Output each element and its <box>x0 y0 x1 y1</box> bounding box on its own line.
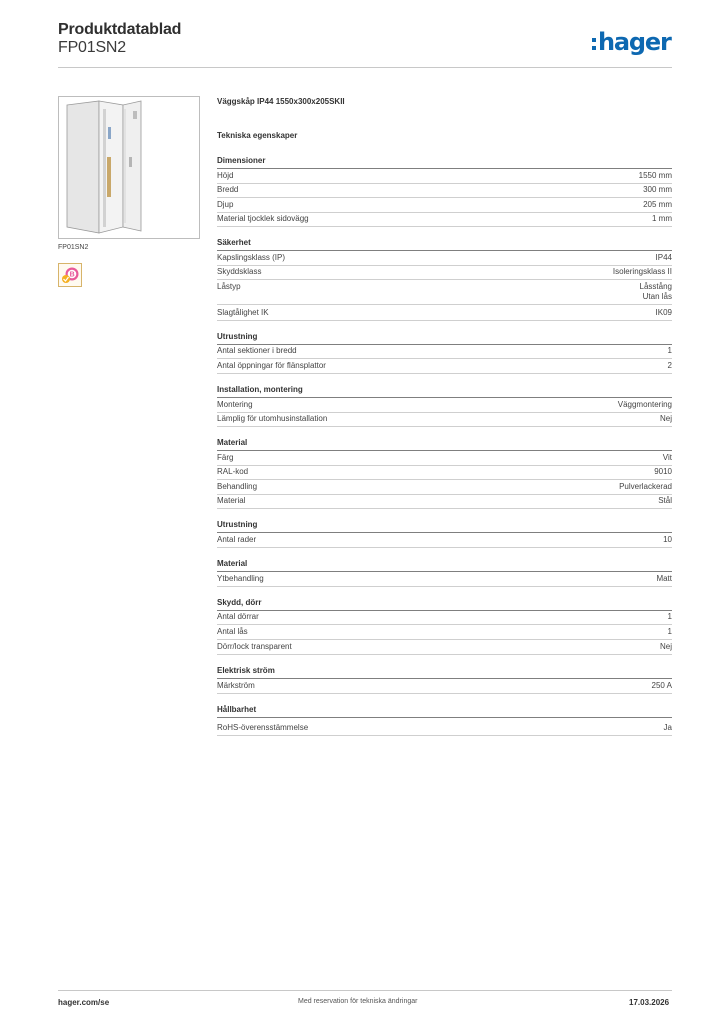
spec-label: Slagtålighet IK <box>217 308 269 317</box>
spec-label: Antal sektioner i bredd <box>217 346 297 355</box>
section-title: Utrustning <box>217 520 672 529</box>
spec-label: Antal lås <box>217 627 248 636</box>
eco-badge-icon <box>58 263 82 287</box>
section-title: Dimensioner <box>217 156 672 165</box>
spec-value: 1 <box>667 346 672 355</box>
spec-row <box>217 574 672 584</box>
spec-label: Märkström <box>217 681 255 690</box>
footer-website-link[interactable]: hager.com/se <box>58 998 110 1007</box>
spec-value: Ja <box>663 723 672 732</box>
logo-dots-icon <box>592 38 596 50</box>
spec-value: IK09 <box>655 308 672 317</box>
footer-date: 17.03.2026 <box>629 998 670 1007</box>
spec-label: Dörr/lock transparent <box>217 642 292 651</box>
spec-row <box>217 253 672 263</box>
section-title: Utrustning <box>217 332 672 341</box>
logo-text: hager <box>598 28 671 56</box>
spec-row <box>217 282 672 302</box>
header-divider <box>58 67 672 68</box>
section-title: Installation, montering <box>217 385 672 394</box>
spec-row <box>217 612 672 622</box>
product-image <box>58 96 200 239</box>
section-title: Säkerhet <box>217 238 672 247</box>
spec-label: Skyddsklass <box>217 267 262 276</box>
section-title: Material <box>217 559 672 568</box>
spec-value: 1 <box>667 612 672 621</box>
product-name: Väggskåp IP44 1550x300x205SKII <box>217 97 345 106</box>
spec-row <box>217 681 672 691</box>
svg-text:B: B <box>69 271 75 279</box>
spec-value: 1 mm <box>652 214 672 223</box>
spec-row <box>217 346 672 356</box>
spec-label: Ytbehandling <box>217 574 264 583</box>
spec-value: Vit <box>662 453 672 462</box>
section-title: Material <box>217 438 672 447</box>
section-title: Elektrisk ström <box>217 666 672 675</box>
spec-row <box>217 308 672 318</box>
spec-value: 250 A <box>651 681 672 690</box>
spec-value: IP44 <box>655 253 672 262</box>
spec-label: Behandling <box>217 482 258 491</box>
spec-label: Djup <box>217 200 234 209</box>
spec-label: Antal rader <box>217 535 257 544</box>
spec-row <box>217 400 672 410</box>
spec-value: Låsstång Utan lås <box>639 282 672 301</box>
product-code: FP01SN2 <box>58 39 126 56</box>
spec-row <box>217 414 672 424</box>
hager-logo[interactable] <box>592 28 671 56</box>
spec-label: Antal dörrar <box>217 612 259 621</box>
spec-value: Nej <box>659 414 672 423</box>
section-title: Skydd, dörr <box>217 598 672 607</box>
spec-label: RoHS-överensstämmelse <box>217 723 309 732</box>
spec-value: Isoleringsklass II <box>612 267 672 276</box>
cabinet-illustration <box>59 97 199 238</box>
spec-value: 300 mm <box>643 185 672 194</box>
spec-row <box>217 453 672 463</box>
spec-value: 1550 mm <box>638 171 672 180</box>
spec-row <box>217 267 672 277</box>
spec-label: Bredd <box>217 185 239 194</box>
spec-value: Nej <box>659 642 672 651</box>
spec-heading: Tekniska egenskaper <box>217 131 298 140</box>
spec-row <box>217 467 672 477</box>
spec-label: Antal öppningar för flänsplattor <box>217 361 326 370</box>
spec-value: 2 <box>667 361 672 370</box>
section-title: Hållbarhet <box>217 705 672 714</box>
spec-row <box>217 496 672 506</box>
spec-row <box>217 214 672 224</box>
spec-label: Material <box>217 496 246 505</box>
spec-row <box>217 482 672 492</box>
footer-divider <box>58 990 672 991</box>
spec-row <box>217 535 672 545</box>
spec-value: 205 mm <box>643 200 672 209</box>
spec-value: Stål <box>658 496 672 505</box>
spec-label: Färg <box>217 453 234 462</box>
spec-label: Kapslingsklass (IP) <box>217 253 286 262</box>
spec-label: Lämplig för utomhusinstallation <box>217 414 328 423</box>
footer-disclaimer: Med reservation för tekniska ändringar <box>298 998 418 1005</box>
spec-label: Material tjocklek sidovägg <box>217 214 309 223</box>
spec-value: 10 <box>663 535 672 544</box>
spec-row <box>217 361 672 371</box>
spec-label: Låstyp <box>217 282 241 291</box>
spec-row <box>217 723 672 733</box>
spec-value: 1 <box>667 627 672 636</box>
spec-row <box>217 171 672 181</box>
spec-value: 9010 <box>654 467 672 476</box>
spec-label: Montering <box>217 400 253 409</box>
spec-value: Matt <box>656 574 672 583</box>
spec-row <box>217 200 672 210</box>
spec-row <box>217 185 672 195</box>
spec-label: Höjd <box>217 171 234 180</box>
spec-value: Pulverlackerad <box>619 482 672 491</box>
spec-value: Väggmontering <box>617 400 672 409</box>
spec-label: RAL-kod <box>217 467 249 476</box>
spec-row <box>217 627 672 637</box>
document-title: Produktdatablad <box>58 21 182 38</box>
image-caption: FP01SN2 <box>58 244 89 251</box>
spec-row <box>217 642 672 652</box>
